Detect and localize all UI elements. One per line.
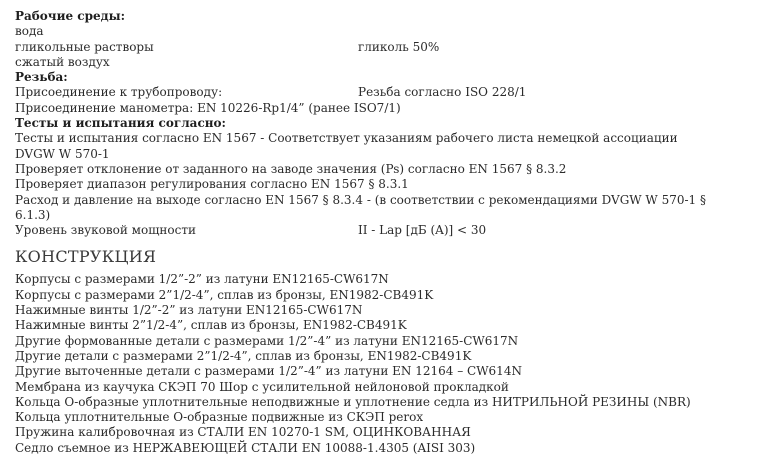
construction-line: Нажимные винты 1/2”-2” из латуни EN12165-CW617N	[15, 303, 363, 318]
construction-line: Нажимные винты 2”1/2-4”, сплав из бронзы, EN1982-CB491K	[15, 318, 407, 333]
media-item-label: гликольные растворы	[15, 39, 154, 54]
construction-line: Другие формованные детали с размерами 1/2”-4” из латуни EN12165-CW617N	[15, 333, 519, 348]
sound-level-label: Уровень звуковой мощности	[15, 223, 196, 238]
construction-heading: КОНСТРУКЦИЯ	[15, 247, 157, 267]
construction-line: Пружина калибровочная из СТАЛИ EN 10270-1 SM, ОЦИНКОВАННАЯ	[15, 425, 471, 440]
media-item-air	[15, 55, 750, 70]
media-item-glycol	[15, 40, 750, 55]
thread-pipe-connection	[15, 85, 750, 100]
tests-line: Расход и давление на выходе согласно EN 1567 § 8.3.4 - (в соответствии с рекомендациями DVGW W 570-1 § 6.1.3)	[15, 192, 706, 222]
construction-line: Седло съемное из НЕРЖАВЕЮЩЕЙ СТАЛИ EN 10088-1.4305 (AISI 303)	[15, 440, 476, 455]
media-item-value: гликоль 50%	[358, 39, 440, 54]
construction-line: Мембрана из каучука СКЭП 70 Шор с усилительной нейлоновой прокладкой	[15, 379, 509, 394]
thread-title: Резьба:	[15, 70, 68, 85]
sound-level-value: II - Lap [дБ (A)] < 30	[358, 223, 487, 238]
construction-line: Корпусы с размерами 2”1/2-4”, сплав из бронзы, EN1982-CB491K	[15, 287, 434, 302]
thread-pipe-value: Резьба согласно ISO 228/1	[358, 85, 527, 100]
tests-line: Тесты и испытания согласно EN 1567 - Соответствует указаниям рабочего листа немецкой ассоциации DVGW W 570-1	[15, 131, 678, 161]
thread-pipe-label: Присоединение к трубопроводу:	[15, 85, 223, 100]
media-item-water	[15, 24, 750, 39]
construction-line: Другие выточенные детали с размерами 1/2”-4” из латуни EN 12164 – CW614N	[15, 364, 522, 379]
construction-line: Другие детали с размерами 2”1/2-4”, сплав из бронзы, EN1982-CB491K	[15, 348, 472, 363]
construction-line: Корпусы с размерами 1/2”-2” из латуни EN12165-CW617N	[15, 272, 389, 287]
media-item-label: вода	[15, 24, 44, 39]
tests-sound-level	[15, 223, 750, 238]
media-item-label: сжатый воздух	[15, 54, 110, 69]
tests-line: Проверяет диапазон регулирования согласно EN 1567 § 8.3.1	[15, 177, 409, 192]
document-body	[15, 9, 750, 456]
construction-line: Кольца О-образные уплотнительные неподвижные и уплотнение седла из НИТРИЛЬНОЙ РЕЗИНЫ (NBR)	[15, 394, 691, 409]
tests-line: Проверяет отклонение от заданного на заводе значения (Ps) согласно EN 1567 § 8.3.2	[15, 161, 567, 176]
construction-line: Кольца уплотнительные О-образные подвижные из СКЭП perox	[15, 410, 424, 425]
tests-title: Тесты и испытания согласно:	[15, 116, 226, 131]
thread-gauge-connection: Присоединение манометра: EN 10226-Rp1/4” (ранее ISO7/1)	[15, 100, 401, 115]
media-title: Рабочие среды:	[15, 9, 126, 23]
